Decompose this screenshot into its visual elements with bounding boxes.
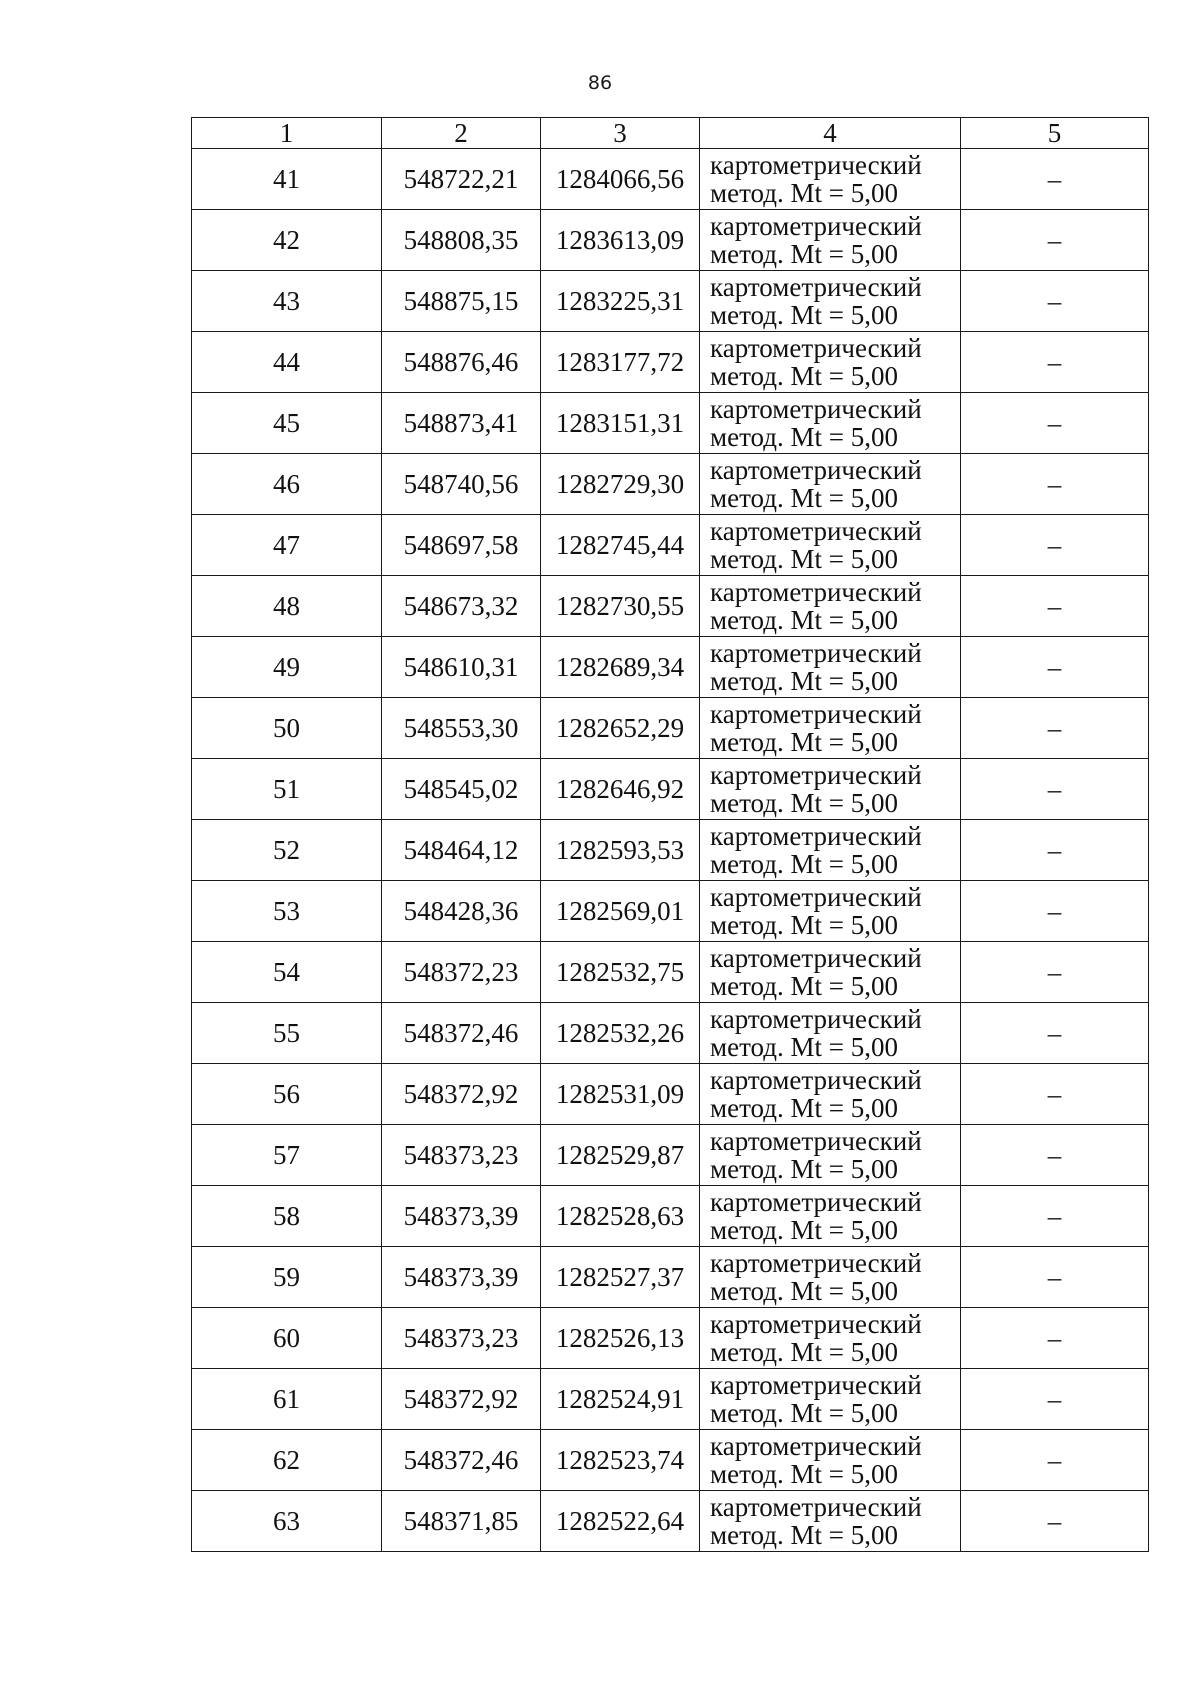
column-5-cell: – xyxy=(961,576,1149,637)
method-cell xyxy=(700,698,961,759)
column-5-cell: – xyxy=(961,210,1149,271)
x-coordinate-cell: 548372,46 xyxy=(382,1003,541,1064)
x-coordinate-cell: 548873,41 xyxy=(382,393,541,454)
method-line-2: метод. Mt = 5,00 xyxy=(710,1154,898,1184)
y-coordinate-cell: 1282569,01 xyxy=(541,881,700,942)
x-coordinate-cell: 548875,15 xyxy=(382,271,541,332)
column-5-cell: – xyxy=(961,1430,1149,1491)
header-cell-3: 3 xyxy=(541,118,700,149)
column-5-cell: – xyxy=(961,1186,1149,1247)
method-cell xyxy=(700,210,961,271)
method-line-2: метод. Mt = 5,00 xyxy=(710,1520,898,1550)
method-cell xyxy=(700,881,961,942)
method-line-2: метод. Mt = 5,00 xyxy=(710,239,898,269)
x-coordinate-cell: 548372,23 xyxy=(382,942,541,1003)
column-5-cell: – xyxy=(961,759,1149,820)
method-cell xyxy=(700,515,961,576)
table-row xyxy=(192,1491,1149,1552)
point-number-cell: 63 xyxy=(192,1491,382,1552)
x-coordinate-cell: 548464,12 xyxy=(382,820,541,881)
column-5-cell: – xyxy=(961,1308,1149,1369)
method-line-2: метод. Mt = 5,00 xyxy=(710,1398,898,1428)
y-coordinate-cell: 1282528,63 xyxy=(541,1186,700,1247)
table-row xyxy=(192,1247,1149,1308)
method-line-1: картометрический xyxy=(710,638,922,668)
y-coordinate-cell: 1282531,09 xyxy=(541,1064,700,1125)
method-cell xyxy=(700,149,961,210)
method-cell xyxy=(700,820,961,881)
y-coordinate-cell: 1282524,91 xyxy=(541,1369,700,1430)
method-line-1: картометрический xyxy=(710,1309,922,1339)
column-5-cell: – xyxy=(961,1003,1149,1064)
method-line-2: метод. Mt = 5,00 xyxy=(710,361,898,391)
method-line-2: метод. Mt = 5,00 xyxy=(710,544,898,574)
point-number-cell: 60 xyxy=(192,1308,382,1369)
point-number-cell: 41 xyxy=(192,149,382,210)
method-line-2: метод. Mt = 5,00 xyxy=(710,788,898,818)
y-coordinate-cell: 1282527,37 xyxy=(541,1247,700,1308)
method-line-2: метод. Mt = 5,00 xyxy=(710,727,898,757)
method-line-1: картометрический xyxy=(710,1187,922,1217)
x-coordinate-cell: 548740,56 xyxy=(382,454,541,515)
method-cell xyxy=(700,576,961,637)
header-row xyxy=(192,118,1149,149)
x-coordinate-cell: 548673,32 xyxy=(382,576,541,637)
column-5-cell: – xyxy=(961,1369,1149,1430)
point-number-cell: 45 xyxy=(192,393,382,454)
method-cell xyxy=(700,1186,961,1247)
y-coordinate-cell: 1283225,31 xyxy=(541,271,700,332)
column-5-cell: – xyxy=(961,698,1149,759)
method-line-1: картометрический xyxy=(710,821,922,851)
method-line-1: картометрический xyxy=(710,760,922,790)
page-number: 86 xyxy=(587,72,613,94)
column-5-cell: – xyxy=(961,515,1149,576)
column-5-cell: – xyxy=(961,942,1149,1003)
point-number-cell: 50 xyxy=(192,698,382,759)
method-line-1: картометрический xyxy=(710,1492,922,1522)
y-coordinate-cell: 1282689,34 xyxy=(541,637,700,698)
table-header xyxy=(192,118,1149,149)
column-5-cell: – xyxy=(961,1491,1149,1552)
method-line-1: картометрический xyxy=(710,333,922,363)
method-line-1: картометрический xyxy=(710,882,922,912)
point-number-cell: 51 xyxy=(192,759,382,820)
point-number-cell: 42 xyxy=(192,210,382,271)
method-cell xyxy=(700,1308,961,1369)
column-5-cell: – xyxy=(961,820,1149,881)
x-coordinate-cell: 548373,39 xyxy=(382,1186,541,1247)
method-line-1: картометрический xyxy=(710,211,922,241)
x-coordinate-cell: 548697,58 xyxy=(382,515,541,576)
method-line-1: картометрический xyxy=(710,1126,922,1156)
method-cell xyxy=(700,1491,961,1552)
y-coordinate-cell: 1282593,53 xyxy=(541,820,700,881)
point-number-cell: 46 xyxy=(192,454,382,515)
x-coordinate-cell: 548610,31 xyxy=(382,637,541,698)
method-cell xyxy=(700,637,961,698)
table-row xyxy=(192,454,1149,515)
table-row xyxy=(192,1125,1149,1186)
method-line-1: картометрический xyxy=(710,455,922,485)
method-line-2: метод. Mt = 5,00 xyxy=(710,1093,898,1123)
column-5-cell: – xyxy=(961,1125,1149,1186)
method-cell xyxy=(700,759,961,820)
method-line-2: метод. Mt = 5,00 xyxy=(710,605,898,635)
method-line-1: картометрический xyxy=(710,699,922,729)
y-coordinate-cell: 1283151,31 xyxy=(541,393,700,454)
method-cell xyxy=(700,271,961,332)
table-row xyxy=(192,942,1149,1003)
point-number-cell: 62 xyxy=(192,1430,382,1491)
y-coordinate-cell: 1282532,75 xyxy=(541,942,700,1003)
method-cell xyxy=(700,1003,961,1064)
method-line-2: метод. Mt = 5,00 xyxy=(710,483,898,513)
method-cell xyxy=(700,332,961,393)
table-row xyxy=(192,515,1149,576)
method-cell xyxy=(700,1064,961,1125)
point-number-cell: 54 xyxy=(192,942,382,1003)
column-5-cell: – xyxy=(961,393,1149,454)
point-number-cell: 43 xyxy=(192,271,382,332)
point-number-cell: 48 xyxy=(192,576,382,637)
method-line-1: картометрический xyxy=(710,943,922,973)
y-coordinate-cell: 1282646,92 xyxy=(541,759,700,820)
table-row xyxy=(192,637,1149,698)
header-cell-4: 4 xyxy=(700,118,961,149)
table-body xyxy=(192,149,1149,1552)
method-line-2: метод. Mt = 5,00 xyxy=(710,422,898,452)
y-coordinate-cell: 1282729,30 xyxy=(541,454,700,515)
method-cell xyxy=(700,1247,961,1308)
method-cell xyxy=(700,942,961,1003)
y-coordinate-cell: 1282532,26 xyxy=(541,1003,700,1064)
column-5-cell: – xyxy=(961,149,1149,210)
x-coordinate-cell: 548808,35 xyxy=(382,210,541,271)
method-line-1: картометрический xyxy=(710,516,922,546)
table-row xyxy=(192,271,1149,332)
x-coordinate-cell: 548373,23 xyxy=(382,1125,541,1186)
method-line-2: метод. Mt = 5,00 xyxy=(710,666,898,696)
x-coordinate-cell: 548372,46 xyxy=(382,1430,541,1491)
table-row xyxy=(192,759,1149,820)
point-number-cell: 61 xyxy=(192,1369,382,1430)
point-number-cell: 55 xyxy=(192,1003,382,1064)
column-5-cell: – xyxy=(961,271,1149,332)
method-cell xyxy=(700,1430,961,1491)
y-coordinate-cell: 1282522,64 xyxy=(541,1491,700,1552)
table-row xyxy=(192,1308,1149,1369)
method-cell xyxy=(700,454,961,515)
method-cell xyxy=(700,1369,961,1430)
y-coordinate-cell: 1282652,29 xyxy=(541,698,700,759)
method-line-1: картометрический xyxy=(710,272,922,302)
column-5-cell: – xyxy=(961,637,1149,698)
method-cell xyxy=(700,393,961,454)
method-line-2: метод. Mt = 5,00 xyxy=(710,300,898,330)
point-number-cell: 59 xyxy=(192,1247,382,1308)
method-line-2: метод. Mt = 5,00 xyxy=(710,910,898,940)
header-cell-2: 2 xyxy=(382,118,541,149)
x-coordinate-cell: 548876,46 xyxy=(382,332,541,393)
table-row xyxy=(192,1369,1149,1430)
column-5-cell: – xyxy=(961,1064,1149,1125)
x-coordinate-cell: 548545,02 xyxy=(382,759,541,820)
table-row xyxy=(192,332,1149,393)
y-coordinate-cell: 1282529,87 xyxy=(541,1125,700,1186)
method-line-2: метод. Mt = 5,00 xyxy=(710,849,898,879)
y-coordinate-cell: 1282523,74 xyxy=(541,1430,700,1491)
point-number-cell: 57 xyxy=(192,1125,382,1186)
header-cell-5: 5 xyxy=(961,118,1149,149)
method-line-1: картометрический xyxy=(710,1431,922,1461)
method-line-1: картометрический xyxy=(710,577,922,607)
method-line-2: метод. Mt = 5,00 xyxy=(710,971,898,1001)
method-line-1: картометрический xyxy=(710,1370,922,1400)
table-row xyxy=(192,1186,1149,1247)
method-line-2: метод. Mt = 5,00 xyxy=(710,178,898,208)
method-line-1: картометрический xyxy=(710,1065,922,1095)
point-number-cell: 44 xyxy=(192,332,382,393)
point-number-cell: 52 xyxy=(192,820,382,881)
table-row xyxy=(192,393,1149,454)
method-line-2: метод. Mt = 5,00 xyxy=(710,1459,898,1489)
x-coordinate-cell: 548373,23 xyxy=(382,1308,541,1369)
table-row xyxy=(192,149,1149,210)
x-coordinate-cell: 548428,36 xyxy=(382,881,541,942)
point-number-cell: 53 xyxy=(192,881,382,942)
method-line-1: картометрический xyxy=(710,394,922,424)
column-5-cell: – xyxy=(961,454,1149,515)
table-row xyxy=(192,1064,1149,1125)
y-coordinate-cell: 1282730,55 xyxy=(541,576,700,637)
method-line-1: картометрический xyxy=(710,150,922,180)
table-row xyxy=(192,1430,1149,1491)
table-row xyxy=(192,698,1149,759)
x-coordinate-cell: 548553,30 xyxy=(382,698,541,759)
header-cell-1: 1 xyxy=(192,118,382,149)
point-number-cell: 47 xyxy=(192,515,382,576)
column-5-cell: – xyxy=(961,1247,1149,1308)
table-row xyxy=(192,881,1149,942)
table-row xyxy=(192,576,1149,637)
method-cell xyxy=(700,1125,961,1186)
y-coordinate-cell: 1283613,09 xyxy=(541,210,700,271)
y-coordinate-cell: 1284066,56 xyxy=(541,149,700,210)
y-coordinate-cell: 1283177,72 xyxy=(541,332,700,393)
y-coordinate-cell: 1282526,13 xyxy=(541,1308,700,1369)
x-coordinate-cell: 548372,92 xyxy=(382,1064,541,1125)
column-5-cell: – xyxy=(961,881,1149,942)
column-5-cell: – xyxy=(961,332,1149,393)
method-line-2: метод. Mt = 5,00 xyxy=(710,1337,898,1367)
method-line-1: картометрический xyxy=(710,1248,922,1278)
x-coordinate-cell: 548372,92 xyxy=(382,1369,541,1430)
point-number-cell: 56 xyxy=(192,1064,382,1125)
table-row xyxy=(192,820,1149,881)
table-row xyxy=(192,1003,1149,1064)
point-number-cell: 58 xyxy=(192,1186,382,1247)
method-line-2: метод. Mt = 5,00 xyxy=(710,1276,898,1306)
coordinates-table xyxy=(191,117,1149,1552)
method-line-2: метод. Mt = 5,00 xyxy=(710,1215,898,1245)
table-row xyxy=(192,210,1149,271)
x-coordinate-cell: 548371,85 xyxy=(382,1491,541,1552)
point-number-cell: 49 xyxy=(192,637,382,698)
method-line-1: картометрический xyxy=(710,1004,922,1034)
y-coordinate-cell: 1282745,44 xyxy=(541,515,700,576)
x-coordinate-cell: 548373,39 xyxy=(382,1247,541,1308)
method-line-2: метод. Mt = 5,00 xyxy=(710,1032,898,1062)
x-coordinate-cell: 548722,21 xyxy=(382,149,541,210)
